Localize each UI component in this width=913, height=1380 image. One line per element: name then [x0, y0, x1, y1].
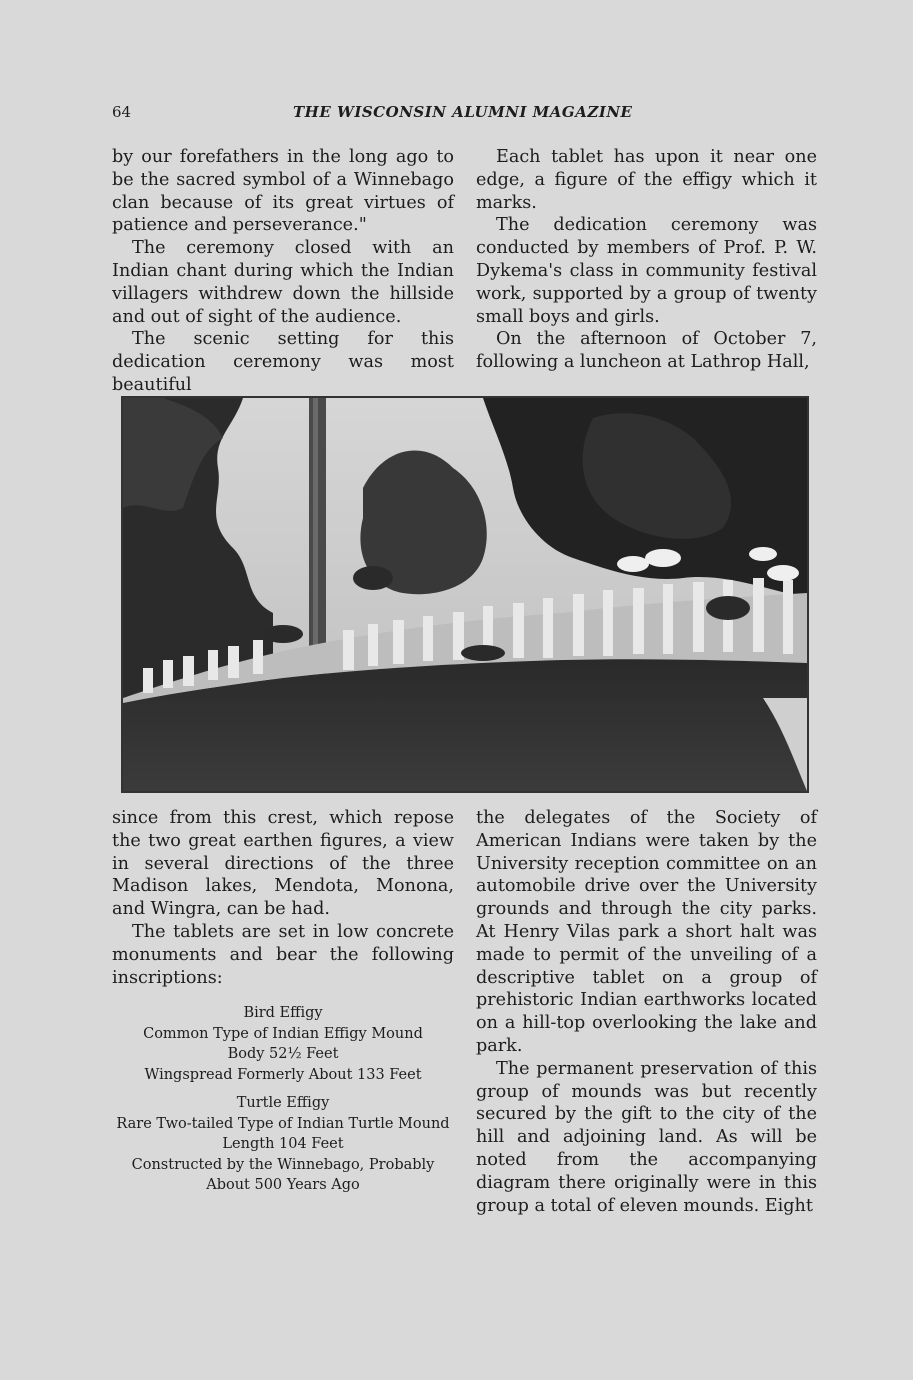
right-column-top [476, 146, 817, 374]
inscription-line: Common Type of Indian Effigy Mound [143, 1025, 423, 1042]
paragraph: The tablets are set in low concrete monuments and bear the following inscriptions: [112, 921, 454, 988]
paragraph: The ceremony closed with an Indian chant during which the Indian villagers withdrew down the hillside and out of sight of the audience. [112, 238, 454, 327]
inscription-line: Length 104 Feet [222, 1136, 344, 1153]
magazine-title: THE WISCONSIN ALUMNI MAGAZINE [293, 103, 633, 121]
crowd-on-hillside-image [123, 398, 807, 791]
paragraph: the delegates of the Society of American Indians were taken by the University reception committee on an automobile drive over the University grounds and through the city parks. At Henry Vilas park a short halt was made to permit of the unveiling of a descriptive tablet on a group of prehistoric Indian earthworks located on a hill-top overlooking the lake and park. [476, 808, 817, 1056]
inscription-line: Constructed by the Winnebago, Probably About 500 Years Ago [131, 1156, 435, 1194]
left-column-bottom [112, 807, 454, 1204]
paragraph: The permanent preservation of this group of mounds was but recently secured by the gift to the city of the hill and adjoining land. As will be noted from the accompanying diagram there originally were in this group a total of eleven mounds. Eight [476, 1058, 817, 1216]
bird-effigy-inscription [112, 1003, 454, 1085]
paragraph: by our forefathers in the long ago to be the sacred symbol of a Winnebago clan because of its great virtues of patience and perseverance." [112, 147, 454, 236]
turtle-effigy-inscription [112, 1093, 454, 1196]
paragraph: since from this crest, which repose the two great earthen figures, a view in several directions of the three Madison lakes, Mendota, Monona, and Wingra, can be had. [112, 808, 454, 920]
left-column-top [112, 146, 454, 397]
paragraph: On the afternoon of October 7, following a luncheon at Lathrop Hall, [476, 329, 817, 373]
paragraph: Each tablet has upon it near one edge, a figure of the effigy which it marks. [476, 147, 817, 213]
inscription-line: Rare Two-tailed Type of Indian Turtle Mound [116, 1115, 450, 1132]
page-number: 64 [112, 103, 132, 121]
inscriptions [112, 1003, 454, 1196]
inscription-line: Wingspread Formerly About 133 Feet [144, 1066, 422, 1083]
paragraph: The scenic setting for this dedication ceremony was most beautiful [112, 329, 454, 395]
right-column-bottom [476, 807, 817, 1217]
inscription-line: Bird Effigy [243, 1005, 323, 1022]
ceremony-photograph [121, 396, 809, 793]
paragraph: The dedication ceremony was conducted by members of Prof. P. W. Dykema's class in community festival work, supported by a group of twenty small boys and girls. [476, 215, 817, 327]
inscription-line: Body 52½ Feet [227, 1046, 339, 1063]
inscription-line: Turtle Effigy [236, 1095, 330, 1112]
